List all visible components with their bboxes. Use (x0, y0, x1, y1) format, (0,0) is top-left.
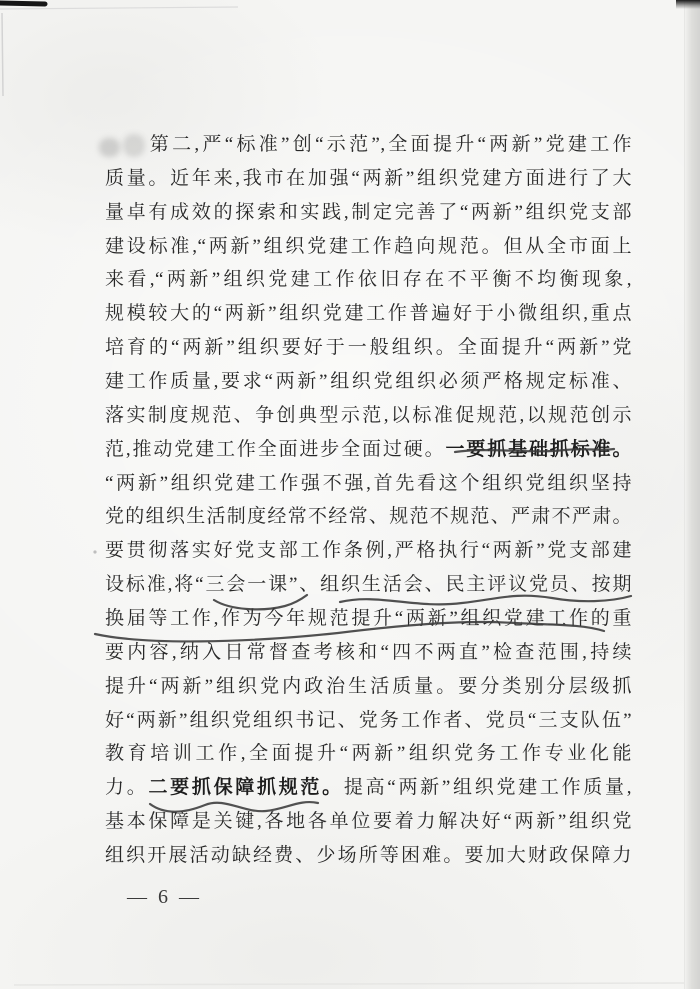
line-text: 建工作质量,要求“两新”组织党组织必须严格规定标准、 (105, 371, 632, 393)
line-text: 建设标准,“两新”组织党建工作趋向规范。但从全市面上 (105, 235, 632, 257)
text-line (105, 670, 632, 704)
text-line (105, 737, 632, 771)
scan-line-bottom (14, 983, 690, 985)
line-text: 要内容,纳入日常督查考核和“四不两直”检查范围,持续 (105, 641, 632, 663)
line-text: 落实制度规范、争创典型示范,以标准促规范,以规范创示 (105, 404, 632, 426)
line-text: 量卓有成效的探索和实践,制定完善了“两新”组织党支部 (105, 201, 632, 223)
line-text: 范,推动党建工作全面进步全面过硬。 (105, 438, 446, 460)
bold-emphasis: 一要抓基础抓标准。 (445, 437, 632, 460)
scan-line-top (0, 7, 238, 9)
scan-paper-edge-shadow (684, 0, 700, 989)
text-line (105, 602, 632, 636)
line-text: 换届等工作,作为今年规范提升“两新”组织党建工作的重 (105, 608, 632, 630)
text-line (105, 433, 632, 467)
text-line (105, 331, 632, 365)
line-text: 来看,“两新”组织党建工作依旧存在不平衡不均衡现象, (105, 269, 632, 291)
text-line (105, 162, 632, 196)
scan-artifact-top-right (676, 0, 700, 9)
text-line (105, 467, 632, 501)
scan-artifact-top-left-dash (0, 3, 45, 4)
line-text: 好“两新”组织党组织书记、党务工作者、党员“三支队伍” (105, 709, 632, 731)
text-line (105, 704, 632, 738)
text-line (105, 196, 632, 230)
document-body (105, 128, 632, 873)
line-text: 培育的“两新”组织要好于一般组织。全面提升“两新”党 (105, 337, 632, 359)
text-line (105, 771, 632, 805)
text-line (105, 636, 632, 670)
page-number: — 6 — (127, 886, 202, 908)
line-text: 设标准,将“三会一课”、组织生活会、民主评议党员、按期 (105, 574, 632, 596)
scan-line-left-edge (2, 13, 3, 96)
line-text: 基本保障是关键,各地各单位要着力解决好“两新”组织党 (105, 811, 632, 833)
line-text: 力。 (105, 777, 149, 799)
line-text: 要贯彻落实好党支部工作条例,严格执行“两新”党支部建 (105, 540, 632, 562)
line-text: 提升“两新”组织党内政治生活质量。要分类别分层级抓 (105, 675, 632, 697)
text-line (105, 365, 632, 399)
line-text: 提高“两新”组织党建工作质量, (343, 777, 632, 799)
line-text: 规模较大的“两新”组织党建工作普遍好于小微组织,重点 (105, 303, 632, 325)
text-line (105, 805, 632, 839)
text-line (105, 568, 632, 602)
line-text: 党的组织生活制度经常不经常、规范不规范、严肃不严肃。 (105, 506, 632, 528)
text-line (105, 230, 632, 264)
text-line (105, 263, 632, 297)
line-text: 第二,严“标准”创“示范”,全面提升“两新”党建工作 (147, 134, 632, 155)
margin-dot-artifact (93, 550, 96, 553)
text-line (105, 297, 632, 331)
bold-emphasis: 二要抓保障抓规范。 (148, 776, 344, 799)
text-line (105, 839, 632, 873)
text-line (105, 534, 632, 568)
text-line (105, 500, 632, 534)
line-text: 组织开展活动缺经费、少场所等困难。要加大财政保障力 (105, 845, 632, 867)
line-text: 质量。近年来,我市在加强“两新”组织党建方面进行了大 (105, 167, 632, 189)
text-line (105, 399, 632, 433)
text-line (105, 128, 632, 162)
line-text: “两新”组织党建工作强不强,首先看这个组织党组织坚持 (105, 472, 632, 494)
line-text: 教育培训工作,全面提升“两新”组织党务工作专业化能 (105, 743, 632, 765)
